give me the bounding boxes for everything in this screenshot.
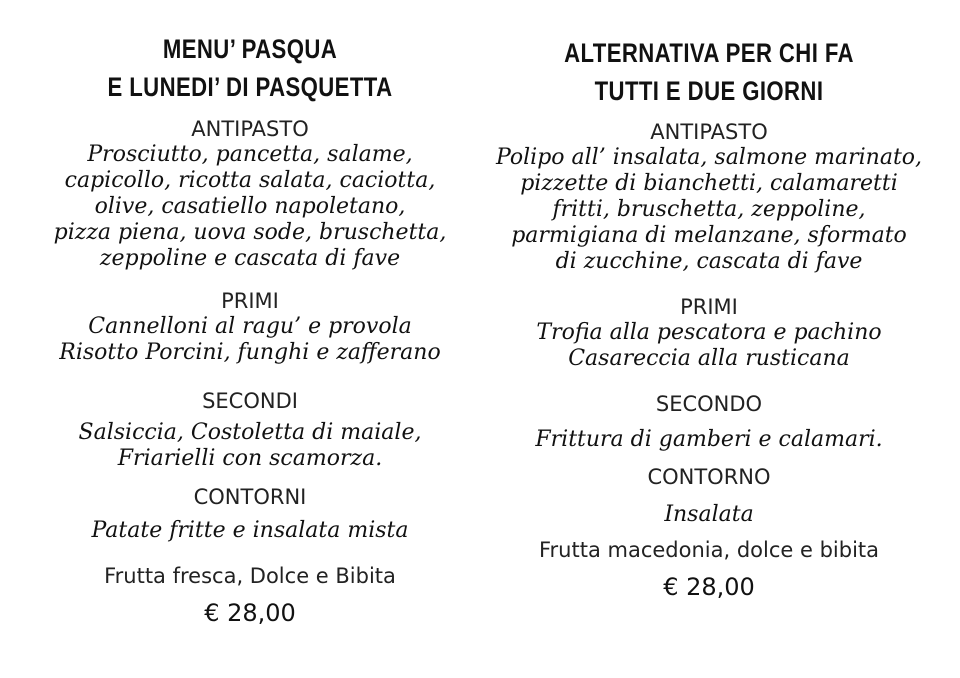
antipasto-section [478, 119, 940, 275]
price-label: € 28,00 [663, 573, 755, 601]
primi-section [20, 288, 480, 366]
dish-line: Insalata [664, 502, 754, 527]
dish-line: Risotto Porcini, funghi e zafferano [59, 340, 441, 365]
dish-line: Friarielli con scamorza. [117, 446, 383, 471]
dish-line: Cannelloni al ragu’ e provola [88, 314, 412, 339]
dish-line: pizzette di bianchetti, calamaretti [520, 171, 898, 196]
dish-line: Patate fritte e insalata mista [91, 518, 409, 543]
menu-title-line: ALTERNATIVA PER CHI FA [564, 38, 854, 68]
dish-line: Prosciutto, pancetta, salame, [87, 142, 413, 167]
dish-line: Trofia alla pescatora e pachino [536, 320, 882, 345]
section-heading: ANTIPASTO [191, 117, 309, 141]
menu-title [478, 34, 940, 110]
menu-title [20, 30, 480, 106]
dish-line: olive, casatiello napoletano, [94, 194, 406, 219]
dish-line: parmigiana di melanzane, sformato [511, 223, 907, 248]
menu-title-line: E LUNEDI’ DI PASQUETTA [107, 72, 393, 102]
dish-line: di zucchine, cascata di fave [555, 249, 863, 274]
section-heading: CONTORNI [193, 485, 307, 509]
antipasto-section [20, 116, 480, 272]
dish-line: Frittura di gamberi e calamari. [535, 427, 883, 452]
dish-line: zeppoline e cascata di fave [99, 246, 401, 271]
secondi-section [20, 388, 480, 472]
menu-title-line: TUTTI E DUE GIORNI [594, 76, 824, 106]
extras-line: Frutta fresca, Dolce e Bibita [104, 564, 396, 588]
dish-line: Polipo all’ insalata, salmone marinato, [495, 145, 923, 170]
contorni-section [20, 484, 480, 544]
secondo-section [478, 391, 940, 453]
primi-section [478, 294, 940, 372]
section-heading: ANTIPASTO [650, 120, 768, 144]
section-heading: PRIMI [221, 289, 279, 313]
dish-line: capicollo, ricotta salata, caciotta, [64, 168, 436, 193]
extras-line: Frutta macedonia, dolce e bibita [538, 538, 880, 562]
contorno-section [478, 464, 940, 528]
section-heading: CONTORNO [647, 465, 771, 489]
dish-line: Salsiccia, Costoletta di maiale, [78, 420, 422, 445]
menu-title-line: MENU’ PASQUA [162, 34, 338, 64]
price-label: € 28,00 [204, 599, 296, 627]
section-heading: SECONDI [202, 389, 298, 413]
section-heading: PRIMI [680, 295, 738, 319]
dish-line: fritti, bruschetta, zeppoline, [552, 197, 866, 222]
dish-line: pizza piena, uova sode, bruschetta, [53, 220, 447, 245]
section-heading: SECONDO [655, 392, 763, 416]
dish-line: Casareccia alla rusticana [568, 346, 850, 371]
